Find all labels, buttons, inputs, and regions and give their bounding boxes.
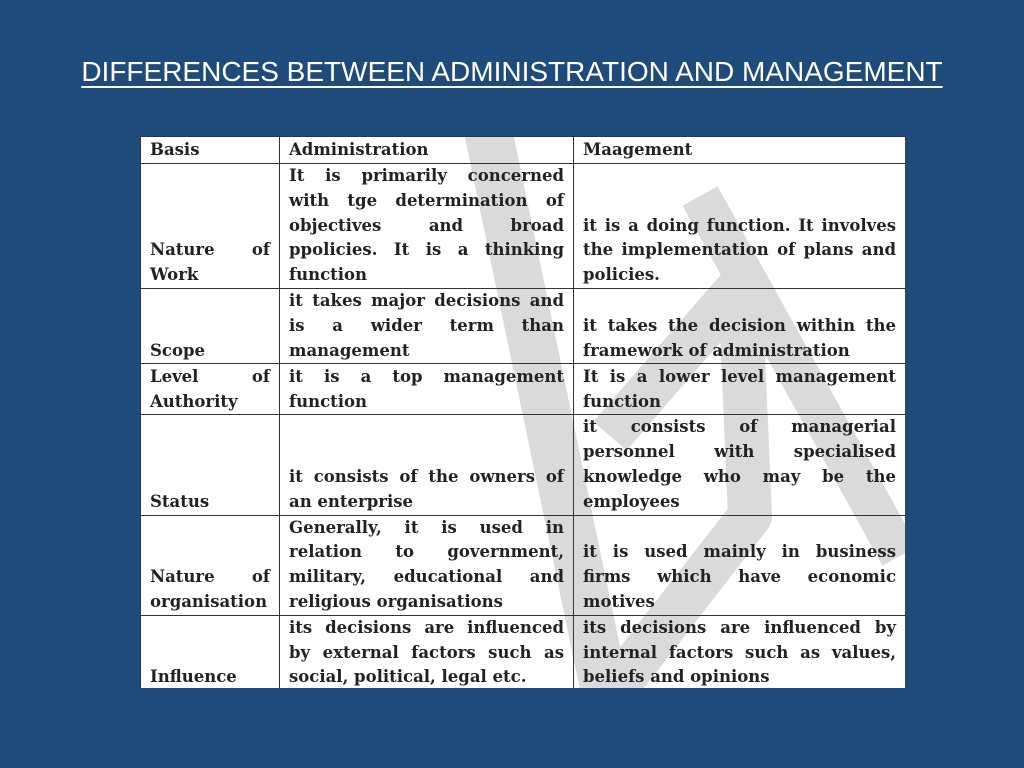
cell-management: it consists of managerial personnel with specialised knowledge who may be the employees xyxy=(574,415,906,515)
table-row-nature-of-organisation xyxy=(141,515,906,615)
table-row-level-of-authority xyxy=(141,364,906,415)
cell-basis: Level of Authority xyxy=(141,364,280,415)
cell-administration: it consists of the owners of an enterprise xyxy=(280,415,574,515)
cell-management: it is a doing function. It involves the implementation of plans and policies. xyxy=(574,164,906,289)
table-row-nature-of-work xyxy=(141,164,906,289)
cell-basis: Nature of Work xyxy=(141,164,280,289)
cell-administration: its decisions are influenced by external factors such as social, political, legal etc. xyxy=(280,615,574,688)
cell-management: it is used mainly in business firms which have economic motives xyxy=(574,515,906,615)
comparison-table xyxy=(140,136,905,688)
header-management: Maagement xyxy=(574,137,906,164)
table-row-status xyxy=(141,415,906,515)
cell-management: its decisions are influenced by internal factors such as values, beliefs and opinions xyxy=(574,615,906,688)
table-header-row xyxy=(141,137,906,164)
cell-basis: Influence xyxy=(141,615,280,688)
cell-basis: Nature of organisation xyxy=(141,515,280,615)
comparison-table-container xyxy=(140,136,905,688)
header-administration: Administration xyxy=(280,137,574,164)
cell-administration: Generally, it is used in relation to government, military, educational and religious organisations xyxy=(280,515,574,615)
cell-management: It is a lower level management function xyxy=(574,364,906,415)
cell-administration: It is primarily concerned with tge determination of objectives and broad ppolicies. It is a thinking function xyxy=(280,164,574,289)
cell-basis: Status xyxy=(141,415,280,515)
table-row-influence xyxy=(141,615,906,688)
table-row-scope xyxy=(141,288,906,363)
slide-title: DIFFERENCES BETWEEN ADMINISTRATION AND MANAGEMENT xyxy=(81,56,943,87)
cell-administration: it takes major decisions and is a wider term than management xyxy=(280,288,574,363)
cell-basis: Scope xyxy=(141,288,280,363)
cell-administration: it is a top management function xyxy=(280,364,574,415)
header-basis: Basis xyxy=(141,137,280,164)
cell-management: it takes the decision within the framework of administration xyxy=(574,288,906,363)
